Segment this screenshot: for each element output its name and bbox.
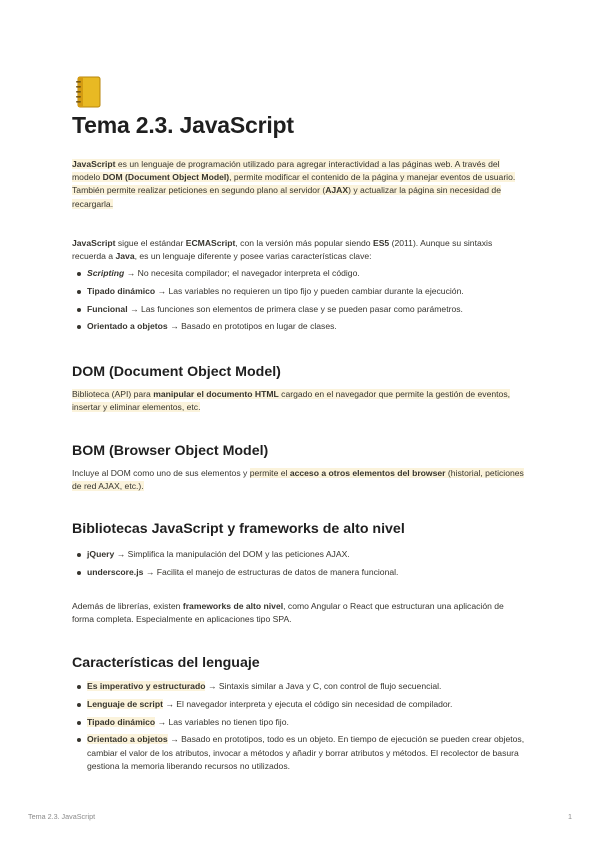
chars-list <box>72 680 528 773</box>
bom-paragraph: Incluye al DOM como uno de sus elementos y permite el acceso a otros elementos del browser (historial, peticiones de red AJAX, etc.). <box>72 468 524 492</box>
list-item: Tipado dinámico → Las variables no tienen tipo fijo. <box>72 716 528 729</box>
notebook-icon <box>74 76 102 108</box>
frameworks-paragraph: Además de librerías, existen frameworks de alto nivel, como Angular o React que estructuran una aplicación de forma completa. Especialmente en aplicaciones tipo SPA. <box>72 601 504 625</box>
chars-heading: Características del lenguaje <box>72 655 260 671</box>
list-item: Scripting → No necesita compilador; el navegador interpreta el código. <box>72 267 528 280</box>
bom-heading: BOM (Browser Object Model) <box>72 443 269 459</box>
page-title: Tema 2.3. JavaScript <box>72 112 294 138</box>
features-list <box>72 267 528 334</box>
list-item: Es imperativo y estructurado → Sintaxis similar a Java y C, con control de flujo secuencial. <box>72 680 528 693</box>
list-item: Funcional → Las funciones son elementos de primera clase y se pueden pasar como parámetros. <box>72 303 528 316</box>
libs-list <box>72 548 528 579</box>
libs-heading: Bibliotecas JavaScript y frameworks de alto nivel <box>72 521 405 537</box>
intro-paragraph: JavaScript es un lenguaje de programación utilizado para agregar interactividad a las páginas web. A través del modelo DOM (Document Object Model), permite modificar el contenido de la página y manejar eventos de usuario. También permite realizar peticiones en segundo plano al servidor (AJAX) y actualizar la página sin necesidad de recargarla. <box>72 159 516 209</box>
list-item: Lenguaje de script → El navegador interpreta y ejecuta el código sin necesidad de compilador. <box>72 698 528 711</box>
list-item: Orientado a objetos → Basado en prototipos, todo es un objeto. En tiempo de ejecución se pueden crear objetos, cambiar el valor de los atributos, invocar a métodos y añadir y borrar atributos y métodos. El recolector de basura gestiona la memoria liberando recursos no utilizados. <box>72 733 528 773</box>
list-item: Tipado dinámico → Las variables no requieren un tipo fijo y pueden cambiar durante la ejecución. <box>72 285 528 298</box>
footer-title: Tema 2.3. JavaScript <box>28 812 96 821</box>
dom-heading: DOM (Document Object Model) <box>72 364 281 380</box>
dom-paragraph: Biblioteca (API) para manipular el documento HTML cargado en el navegador que permite la gestión de eventos, insertar y eliminar elementos, etc. <box>72 389 511 413</box>
list-item: jQuery → Simplifica la manipulación del DOM y las peticiones AJAX. <box>72 548 528 561</box>
list-item: Orientado a objetos → Basado en prototipos en lugar de clases. <box>72 320 528 333</box>
standard-paragraph: JavaScript sigue el estándar ECMAScript, con la versión más popular siendo ES5 (2011). Aunque su sintaxis recuerda a Java, es un lenguaje diferente y posee varias características clave: <box>72 238 493 262</box>
page-number: 1 <box>568 812 572 821</box>
list-item: underscore.js → Facilita el manejo de estructuras de datos de manera funcional. <box>72 566 528 579</box>
